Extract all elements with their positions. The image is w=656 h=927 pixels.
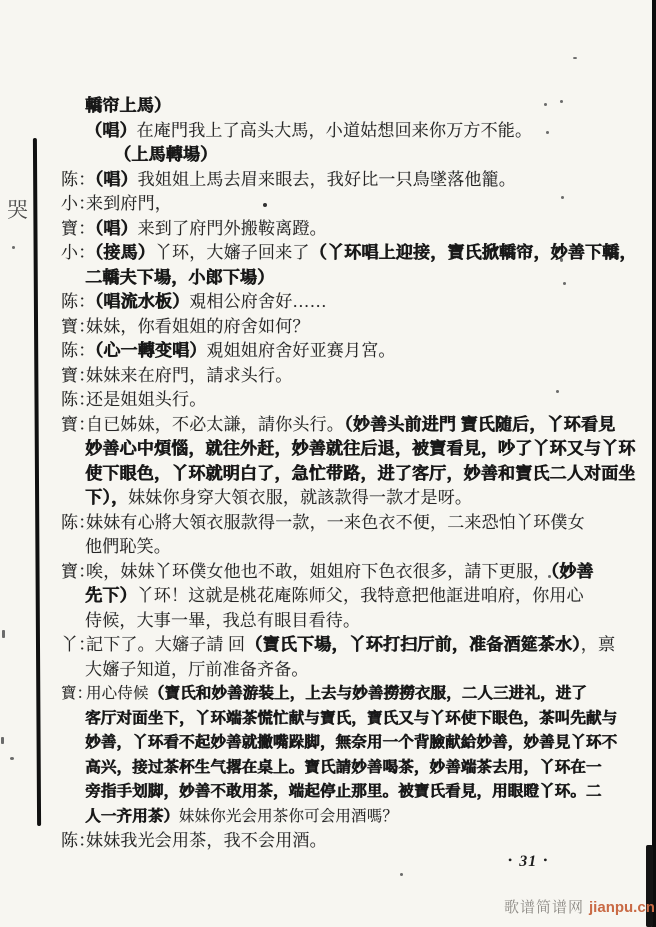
dialogue-text: 用心侍候 xyxy=(86,685,149,702)
stage-direction: （上馬轉場） xyxy=(114,145,218,164)
stage-direction: （寶氏和妙善游装上，上去与妙善撈撈衣服，二人三进礼，进了 xyxy=(148,685,587,702)
stage-direction: （寶氏下場，丫环打扫厅前，准备酒筵茶水） xyxy=(245,635,581,654)
speaker-label: 寶： xyxy=(61,561,96,581)
script-line xyxy=(0,290,656,315)
stage-direction: （接馬） xyxy=(86,243,155,262)
stage-direction: （丫环唱上迎接，寶氏掀轎帘，妙善下轎， xyxy=(309,243,637,262)
stage-direction: 先下） xyxy=(85,586,137,605)
stage-direction: 妙善，丫环看不起妙善就撇嘴跺脚，無奈用一个背臉献給妙善，妙善見丫环不 xyxy=(85,734,618,751)
stage-direction: （唱） xyxy=(86,218,138,238)
dialogue-text: 大嬸子知道，厅前准备齐备。 xyxy=(85,659,309,679)
speaker-label: 陈： xyxy=(61,390,96,409)
script-line xyxy=(0,192,656,217)
script-line xyxy=(0,315,656,340)
script-line xyxy=(0,119,656,144)
stage-direction: （唱流水板） xyxy=(86,292,190,311)
dialogue-text: 丫环，大嬸子回来了 xyxy=(154,243,310,262)
script-line xyxy=(0,560,656,585)
script-line xyxy=(0,756,656,781)
script-line xyxy=(0,658,656,683)
dialogue-text: 記下了。大嬸子請 回 xyxy=(86,635,246,654)
speaker-label: 小： xyxy=(61,243,96,262)
script-line xyxy=(0,511,656,536)
stage-direction: （妙善头前进門 寶氏随后，丫环看見 xyxy=(344,414,616,434)
speaker-label: 寶： xyxy=(61,316,96,336)
stage-direction: 轎帘上馬） xyxy=(85,96,171,115)
script-line xyxy=(0,143,656,168)
scan-speck xyxy=(400,873,403,876)
script-line xyxy=(0,364,656,389)
script-body xyxy=(0,94,656,854)
script-line xyxy=(0,94,656,119)
stage-direction: 人一齐用茶） xyxy=(85,807,179,825)
speaker-label: 寶： xyxy=(61,365,96,385)
script-line xyxy=(0,633,656,658)
dialogue-text: 唉，妹妹丫环僕女他也不敢，姐姐府下色衣很多，請下更服， xyxy=(86,561,551,581)
page-number-value: 31 xyxy=(519,853,538,870)
bleedthrough-character: 哭 xyxy=(7,198,28,222)
script-line xyxy=(0,805,656,830)
speaker-label: 陈： xyxy=(61,831,96,850)
stage-direction: （唱） xyxy=(85,120,137,140)
speaker-label: 陈： xyxy=(61,512,96,532)
stage-direction: 客厅对面坐下，丫环端茶慌忙献与寶氏，寶氏又与丫环使下眼色，茶叫先献与 xyxy=(85,709,618,727)
page-number-left-dot: • xyxy=(508,853,514,867)
script-line xyxy=(0,266,656,291)
dialogue-text: 他們恥笑。 xyxy=(85,537,171,556)
dialogue-text: 来到了府門外搬鞍离蹬。 xyxy=(137,218,327,238)
watermark xyxy=(504,896,655,917)
stage-direction: 旁指手划脚，妙善不敢用茶，端起停止那里。被寶氏看見，用眼瞪丫环。二 xyxy=(85,783,602,800)
script-line xyxy=(0,388,656,413)
stage-direction: （唱） xyxy=(86,169,138,189)
dialogue-text: 来到府門， xyxy=(86,194,172,213)
script-line xyxy=(0,486,656,511)
speaker-label: 小： xyxy=(61,194,96,213)
stage-direction: 二轎夫下場，小郎下場） xyxy=(85,267,275,287)
speaker-label: 陈： xyxy=(61,292,96,311)
script-line xyxy=(0,437,656,462)
dialogue-text: 侍候，大事一畢，我总有眼目看待。 xyxy=(85,610,361,630)
script-line xyxy=(0,609,656,634)
speaker-label: 陈： xyxy=(61,169,96,189)
scan-speck xyxy=(573,57,577,59)
watermark-site-name: 歌谱简谱网 xyxy=(504,899,585,916)
dialogue-text: 妹妹有心將大領衣服款得一款，一来色衣不便，二来恐怕丫环僕女 xyxy=(86,512,585,532)
dialogue-text: 覌姐姐府舍好亚赛月宮。 xyxy=(206,341,396,360)
speaker-label: 寶： xyxy=(61,218,96,238)
script-line xyxy=(0,339,656,364)
dialogue-text: 在庵門我上了高头大馬，小道姑想回来你万方不能。 xyxy=(136,120,533,140)
script-line xyxy=(0,241,656,266)
script-line xyxy=(0,535,656,560)
stage-direction: 使下眼色，丫环就明白了，急忙带路，进了客厅，妙善和寶氏二人对面坐 xyxy=(85,463,636,483)
speaker-label: 寶： xyxy=(61,685,93,702)
script-line xyxy=(0,780,656,805)
dialogue-text: 还是姐姐头行。 xyxy=(86,390,207,409)
dialogue-text: 自已姊妹，不必太謙，請你头行。 xyxy=(86,414,344,434)
dialogue-text: 覌相公府舍好…… xyxy=(189,292,327,311)
script-line xyxy=(0,682,656,707)
speaker-label: 寶： xyxy=(61,414,96,434)
page-number-right-dot: • xyxy=(543,853,549,867)
watermark-site-url: jianpu.cn xyxy=(589,899,655,916)
script-line xyxy=(0,731,656,756)
script-line xyxy=(0,413,656,438)
stage-direction: （心一轉变唱） xyxy=(86,341,207,360)
page-number xyxy=(508,853,548,871)
dialogue-text: 妹妹，你看姐姐的府舍如何？ xyxy=(86,316,310,336)
dialogue-text: 妹妹你身穿大領衣服，就該款得一款才是呀。 xyxy=(128,488,473,507)
dialogue-text: 丫环！这就是桃花庵陈师父，我特意把他誆进咱府，你用心 xyxy=(136,586,584,605)
dialogue-text: 妹妹来在府門，請求头行。 xyxy=(86,365,293,385)
dialogue-text: 妹妹我光会用茶，我不会用酒。 xyxy=(86,831,327,850)
script-line xyxy=(0,217,656,242)
speaker-label: 丫： xyxy=(61,635,96,654)
script-line xyxy=(0,584,656,609)
script-line xyxy=(0,707,656,732)
stage-direction: （妙善 xyxy=(550,561,594,581)
script-line xyxy=(0,168,656,193)
speaker-label: 陈： xyxy=(61,341,96,360)
dialogue-text: 我姐姐上馬去眉来眼去，我好比一只鳥墜落他籠。 xyxy=(137,169,517,189)
script-line xyxy=(0,462,656,487)
stage-direction: 高兴，接过茶杯生气撂在桌上。寶氏請妙善喝茶，妙善端茶去用，丫环在一 xyxy=(85,758,602,776)
dialogue-text: 妹妹你光会用茶你可会用酒嗎？ xyxy=(178,807,399,825)
script-line xyxy=(0,829,656,854)
stage-direction: 下）， xyxy=(85,488,129,507)
stage-direction: 妙善心中煩惱，就往外赶，妙善就往后退，被寶看見，吵了丫环又与丫环 xyxy=(85,439,636,458)
dialogue-text: ，禀 xyxy=(580,635,616,654)
